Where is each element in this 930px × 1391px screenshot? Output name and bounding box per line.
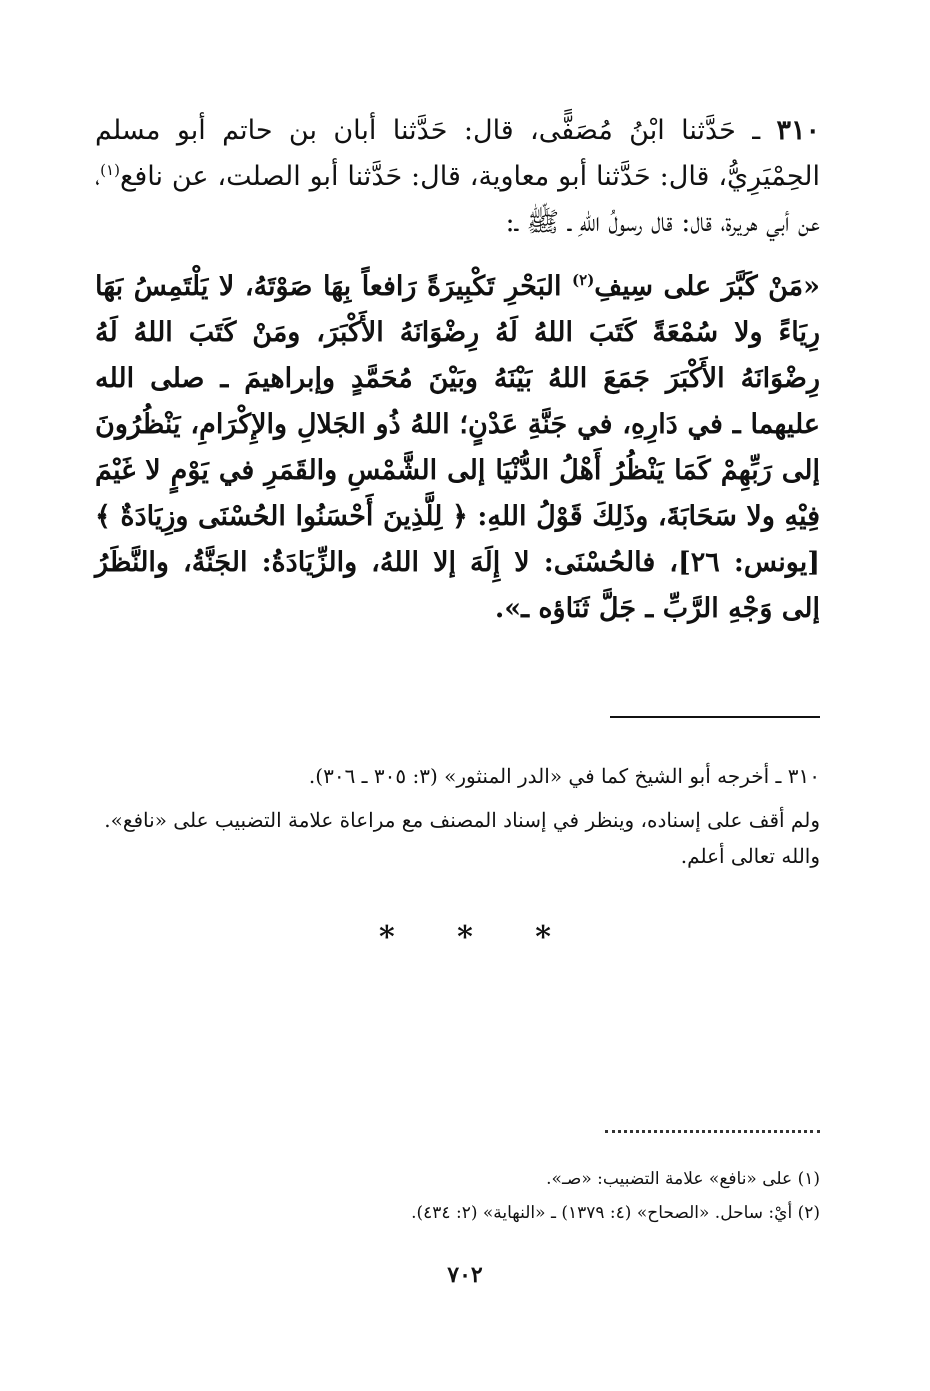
hadith-intro — [95, 108, 820, 246]
hadith-matn-start: «مَنْ كَبَّرَ على سِيفِ — [594, 271, 820, 302]
main-text — [95, 108, 820, 632]
commentary-note: ولم أقف على إسناده، وينظر في إسناد المصنف مع مراعاة علامة التضبيب على «نافع». والله تعالى أعلم. — [104, 808, 820, 868]
hadith-isnad-end: ، عن أبي هريرة، قال: قال رسولُ اللهِ ـ ﷺ ـ: — [95, 161, 820, 238]
star-2: * — [457, 920, 473, 955]
star-1: * — [378, 920, 395, 955]
footnote-2: (٢) أيْ: ساحل. «الصحاح» (٤: ١٣٧٩) ـ «النهاية» (٢: ٤٣٤). — [411, 1203, 820, 1223]
hadith-isnad: ـ حَدَّثنا ابْنُ مُصَفًّى، قال: حَدَّثنا أبان بن حاتم أبو مسلم الحِمْيَرِيُّ، قال: حَدَّثنا أبو معاوية، قال: حَدَّثنا أبو الصلت، عن نافع — [95, 115, 820, 192]
hadith-matn-rest: البَحْرِ تَكْبِيرَةً رَافعاً بِهَا صَوْتَهُ، لا يَلْتَمِسُ بَهَا رِيَاءً ولا سُمْعَةً كَتَبَ اللهُ لَهُ رِضْوَانَهُ الأَكْبَرَ، ومَنْ كَتَبَ اللهُ لَهُ رِضْوَانَهُ الأَكْبَرَ جَمَعَ اللهُ بَيْنَهُ وبَيْنَ مُحَمَّدٍ وإبراهيمَ ـ صلى الله عليهما ـ في دَارِهِ، في جَنَّةِ عَدْنٍ؛ اللهُ ذُو الجَلالِ والإِكْرَامِ، يَنْظُرُونَ إلى رَبِّهِمْ كَمَا يَنْظُرُ أَهْلُ الدُّنْيَا إلى الشَّمْسِ والقَمَرِ في يَوْمٍ لا غَيْمَ فِيْهِ ولا سَحَابَةَ، وذَلِكَ قَوْلُ اللهِ: ﴿ لِلَّذِينَ أَحْسَنُوا الحُسْنَى وزِيَادَةٌ ﴾ [يونس: ٢٦]، فالحُسْنَى: لا إِلَهَ إلا اللهُ، والزِّيَادَةُ: الجَنَّةُ، والنَّظَرُ إلى وَجْهِ الرَّبِّ ـ جَلَّ ثَنَاؤه ـ». — [95, 271, 820, 624]
section-divider — [610, 716, 820, 718]
commentary-takhrij: ٣١٠ ـ أخرجه أبو الشيخ كما في «الدر المنثور» (٣: ٣٠٥ ـ ٣٠٦). — [308, 764, 820, 788]
commentary — [95, 758, 820, 874]
hadith-matn — [95, 264, 820, 632]
star-3: * — [535, 920, 551, 955]
footnote-ref-1[interactable]: (١) — [100, 161, 120, 179]
section-separator-stars — [0, 920, 930, 955]
footnote-separator — [605, 1130, 820, 1133]
footnote-1: (١) على «نافع» علامة التضبيب: «صـ». — [546, 1169, 820, 1189]
page-number: ٧٠٢ — [447, 1262, 483, 1288]
hadith-number: ٣١٠ — [776, 115, 820, 146]
footnotes — [95, 1162, 820, 1230]
footnote-ref-2[interactable]: (٢) — [572, 271, 595, 289]
